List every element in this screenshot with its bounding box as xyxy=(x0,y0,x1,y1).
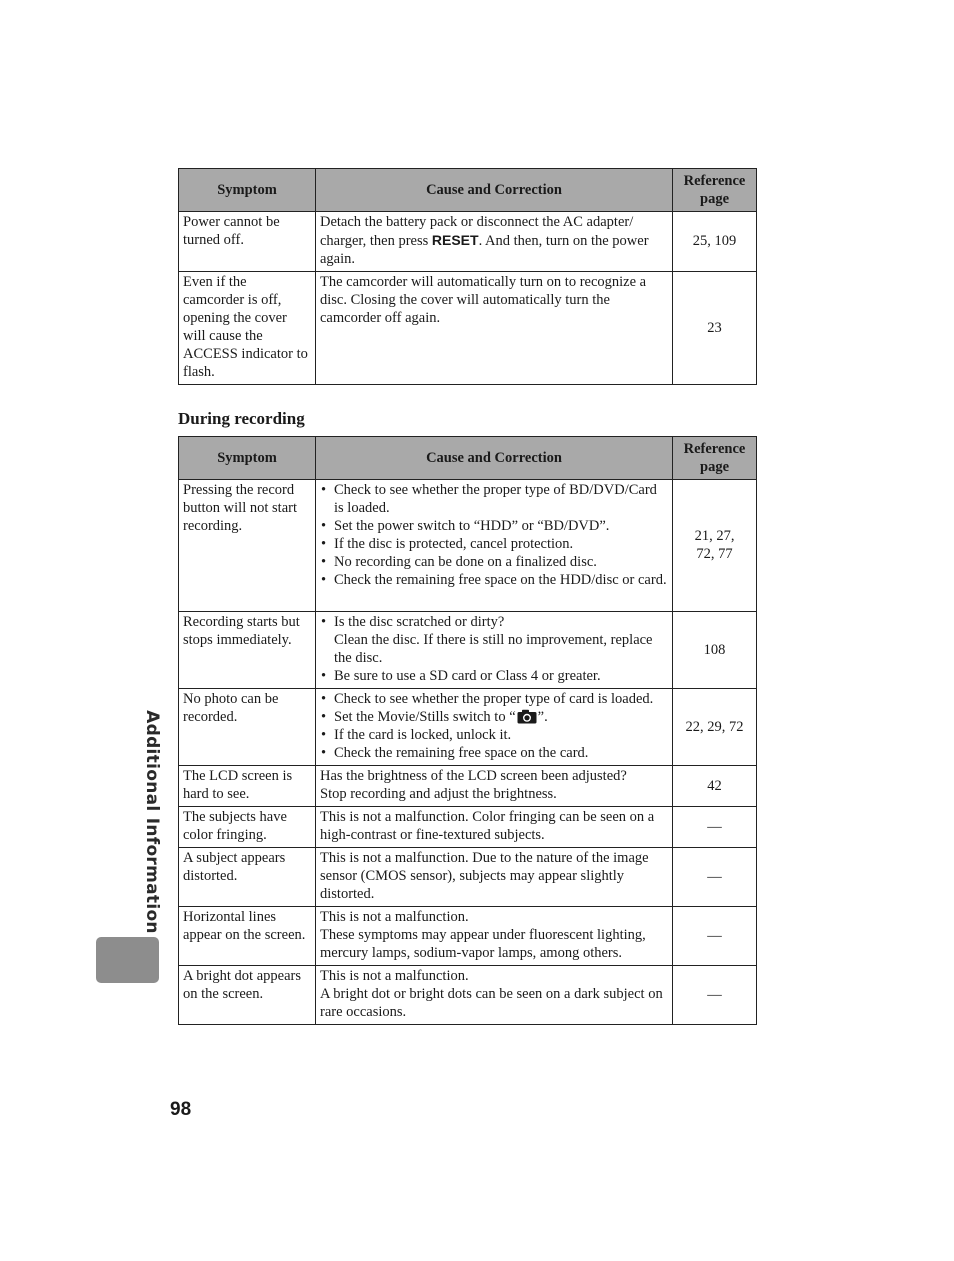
cause-text: These symptoms may appear under fluorescent lighting, mercury lamps, sodium-vapor lamps, among others. xyxy=(320,927,646,961)
table-row xyxy=(179,907,757,966)
symptom-cell xyxy=(179,848,316,907)
cause-text: This is not a malfunction. xyxy=(320,909,469,925)
header-cause: Cause and Correction xyxy=(316,437,673,480)
table-header-row xyxy=(179,437,757,480)
cause-text: Set the Movie/Stills switch to “ xyxy=(334,709,516,725)
header-symptom: Symptom xyxy=(179,437,316,480)
camera-icon xyxy=(517,709,537,724)
symptom-text: stops immediately. xyxy=(183,632,292,648)
symptom-text: Pressing the record xyxy=(183,482,295,498)
symptom-text: opening the cover xyxy=(183,310,287,326)
symptom-text: A bright dot appears xyxy=(183,968,301,984)
table-row xyxy=(179,612,757,689)
troubleshooting-table-recording xyxy=(178,436,757,1025)
cause-cell xyxy=(316,907,673,966)
cause-cell xyxy=(316,966,673,1025)
cause-bullet: • Check the remaining free space on the HDD/disc or card. xyxy=(320,571,668,589)
symptom-text: recording. xyxy=(183,518,243,534)
side-tab-label: Additional Information xyxy=(142,710,162,934)
symptom-cell xyxy=(179,766,316,807)
reference-page: — xyxy=(673,848,757,907)
table-row xyxy=(179,272,757,385)
symptom-cell xyxy=(179,272,316,385)
header-reference-line2: page xyxy=(700,459,729,475)
symptom-text: appear on the screen. xyxy=(183,927,306,943)
cause-bullet: • Check to see whether the proper type of card is loaded. xyxy=(320,690,668,708)
side-tab-marker xyxy=(96,937,159,983)
symptom-text: color fringing. xyxy=(183,827,267,843)
cause-bullet: • Check to see whether the proper type of BD/DVD/Card is loaded. xyxy=(320,481,668,517)
reference-page: — xyxy=(673,907,757,966)
symptom-cell xyxy=(179,807,316,848)
symptom-text: turned off. xyxy=(183,232,244,248)
symptom-text: No photo can be xyxy=(183,691,279,707)
header-reference xyxy=(673,169,757,212)
symptom-cell xyxy=(179,480,316,612)
symptom-cell xyxy=(179,612,316,689)
table-row xyxy=(179,689,757,766)
table-row xyxy=(179,848,757,907)
cause-bullet: • Is the disc scratched or dirty? xyxy=(320,613,668,631)
cause-cell xyxy=(316,212,673,272)
cause-text: ”. xyxy=(537,709,548,725)
header-symptom: Symptom xyxy=(179,169,316,212)
symptom-text: hard to see. xyxy=(183,786,250,802)
reset-button-label: RESET xyxy=(431,232,479,248)
cause-bullet: • Be sure to use a SD card or Class 4 or greater. xyxy=(320,667,668,685)
header-reference-line2: page xyxy=(700,191,729,207)
reference-page: 25, 109 xyxy=(673,212,757,272)
symptom-text: flash. xyxy=(183,364,215,380)
symptom-text: recorded. xyxy=(183,709,238,725)
cause-text: . And then, turn on the power again. xyxy=(320,233,649,267)
symptom-cell xyxy=(179,907,316,966)
reference-page: 108 xyxy=(673,612,757,689)
symptom-text: The LCD screen is xyxy=(183,768,293,784)
reference-page-text: 21, 27, 72, 77 xyxy=(694,528,735,562)
header-reference-line1: Reference xyxy=(683,173,746,189)
cause-bullet-detail: Clean the disc. If there is still no improvement, replace the disc. xyxy=(334,632,653,666)
symptom-text: distorted. xyxy=(183,868,238,884)
symptom-text: on the screen. xyxy=(183,986,264,1002)
symptom-text: ACCESS indicator to xyxy=(183,346,308,362)
header-reference xyxy=(673,437,757,480)
symptom-cell xyxy=(179,212,316,272)
cause-cell xyxy=(316,766,673,807)
cause-bullet: • Check the remaining free space on the card. xyxy=(320,744,668,762)
cause-bullet: • If the disc is protected, cancel protection. xyxy=(320,535,668,553)
cause-text: Stop recording and adjust the brightness. xyxy=(320,786,557,802)
cause-bullet: • Set the power switch to “HDD” or “BD/DVD”. xyxy=(320,517,668,535)
table-row xyxy=(179,212,757,272)
symptom-cell xyxy=(179,966,316,1025)
symptom-cell xyxy=(179,689,316,766)
symptom-text: Recording starts but xyxy=(183,614,300,630)
cause-text: This is not a malfunction. xyxy=(320,968,469,984)
table-row xyxy=(179,966,757,1025)
header-cause: Cause and Correction xyxy=(316,169,673,212)
cause-text: A bright dot or bright dots can be seen on a dark subject on rare occasions. xyxy=(320,986,663,1020)
symptom-text: Power cannot be xyxy=(183,214,280,230)
reference-page xyxy=(673,480,757,612)
reference-page: — xyxy=(673,966,757,1025)
symptom-text: camcorder is off, xyxy=(183,292,282,308)
symptom-text: button will not start xyxy=(183,500,297,516)
reference-page: 42 xyxy=(673,766,757,807)
table-header-row xyxy=(179,169,757,212)
table-row xyxy=(179,480,757,612)
symptom-text: Horizontal lines xyxy=(183,909,277,925)
cause-text: Has the brightness of the LCD screen been adjusted? xyxy=(320,768,627,784)
header-reference-line1: Reference xyxy=(683,441,746,457)
reference-page: 22, 29, 72 xyxy=(673,689,757,766)
reference-page: — xyxy=(673,807,757,848)
cause-bullet: • No recording can be done on a finalized disc. xyxy=(320,553,668,571)
cause-bullet: • If the card is locked, unlock it. xyxy=(320,726,668,744)
cause-cell: This is not a malfunction. Due to the nature of the image sensor (CMOS sensor), subjects may appear slightly distorted. xyxy=(316,848,673,907)
symptom-text: Even if the xyxy=(183,274,247,290)
table-row xyxy=(179,766,757,807)
cause-text: Detach the battery pack or disconnect the AC adapter/ charger, then press xyxy=(320,214,634,249)
cause-cell xyxy=(316,480,673,612)
cause-cell: This is not a malfunction. Color fringing can be seen on a high-contrast or fine-textured subjects. xyxy=(316,807,673,848)
symptom-text: The subjects have xyxy=(183,809,287,825)
cause-cell xyxy=(316,612,673,689)
troubleshooting-table-general xyxy=(178,168,757,385)
symptom-text: A subject appears xyxy=(183,850,286,866)
reference-page: 23 xyxy=(673,272,757,385)
cause-cell: The camcorder will automatically turn on to recognize a disc. Closing the cover will automatically turn the camcorder off again. xyxy=(316,272,673,385)
symptom-text: will cause the xyxy=(183,328,263,344)
cause-cell xyxy=(316,689,673,766)
table-row xyxy=(179,807,757,848)
page-number: 98 xyxy=(170,1099,192,1120)
cause-bullet xyxy=(320,708,668,726)
section-title: During recording xyxy=(178,409,305,428)
